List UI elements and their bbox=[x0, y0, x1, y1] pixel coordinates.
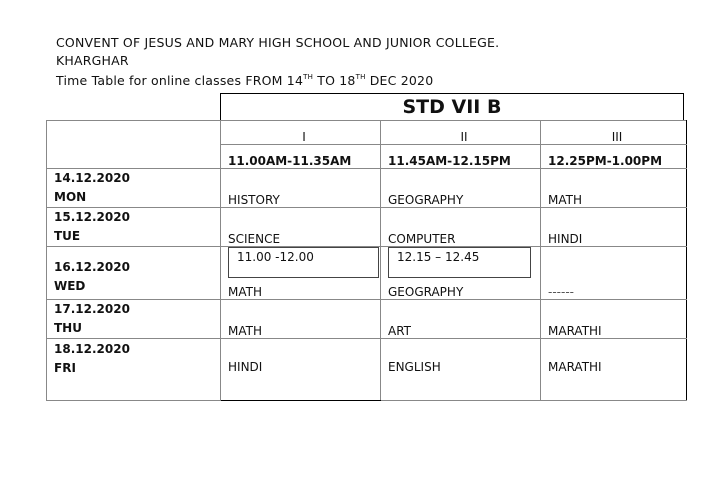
subject-label: GEOGRAPHY bbox=[388, 285, 464, 299]
subject-cell bbox=[221, 247, 381, 300]
time-note: 12.15 – 12.45 bbox=[388, 247, 531, 278]
period-1-header: I bbox=[221, 121, 381, 145]
time-note: 11.00 -12.00 bbox=[228, 247, 379, 278]
subject-cell: HINDI bbox=[221, 339, 381, 401]
date-label: 16.12.2020 bbox=[54, 260, 130, 274]
subject-cell: MATH bbox=[541, 169, 687, 208]
ordinal-suffix-end: TH bbox=[355, 73, 366, 81]
timetable-heading-suffix: DEC 2020 bbox=[365, 73, 434, 88]
table-row bbox=[47, 208, 687, 247]
school-name: CONVENT OF JESUS AND MARY HIGH SCHOOL AND JUNIOR COLLEGE. bbox=[56, 35, 500, 50]
subject-cell bbox=[381, 247, 541, 300]
subject-cell: GEOGRAPHY bbox=[381, 169, 541, 208]
date-label: 18.12.2020 bbox=[54, 342, 130, 356]
subject-cell: MATH bbox=[221, 300, 381, 339]
period-3-header: III bbox=[541, 121, 687, 145]
subject-cell: MARATHI bbox=[541, 339, 687, 401]
date-label: 15.12.2020 bbox=[54, 210, 130, 224]
period-3-time: 12.25PM-1.00PM bbox=[541, 145, 687, 169]
table-row bbox=[47, 247, 687, 300]
class-title: STD VII B bbox=[220, 93, 684, 120]
table-row bbox=[47, 300, 687, 339]
ordinal-suffix-start: TH bbox=[303, 73, 314, 81]
day-cell bbox=[47, 208, 221, 247]
timetable bbox=[46, 120, 687, 401]
day-label: FRI bbox=[54, 361, 76, 375]
day-cell bbox=[47, 247, 221, 300]
subject-cell: SCIENCE bbox=[221, 208, 381, 247]
table-row bbox=[47, 169, 687, 208]
day-label: TUE bbox=[54, 229, 81, 243]
day-cell bbox=[47, 169, 221, 208]
day-label: THU bbox=[54, 321, 82, 335]
day-cell bbox=[47, 300, 221, 339]
date-label: 14.12.2020 bbox=[54, 171, 130, 185]
subject-cell: ------ bbox=[541, 247, 687, 300]
timetable-heading-prefix: Time Table for online classes FROM 14 bbox=[56, 73, 304, 88]
day-label: WED bbox=[54, 279, 86, 293]
subject-cell: MARATHI bbox=[541, 300, 687, 339]
corner-cell bbox=[47, 121, 221, 169]
subject-cell: ART bbox=[381, 300, 541, 339]
day-cell bbox=[47, 339, 221, 401]
period-2-time: 11.45AM-12.15PM bbox=[381, 145, 541, 169]
school-location: KHARGHAR bbox=[56, 53, 129, 68]
period-1-time: 11.00AM-11.35AM bbox=[221, 145, 381, 169]
subject-cell: HINDI bbox=[541, 208, 687, 247]
timetable-heading-mid: TO 18 bbox=[313, 73, 356, 88]
subject-cell: COMPUTER bbox=[381, 208, 541, 247]
table-row bbox=[47, 339, 687, 401]
period-2-header: II bbox=[381, 121, 541, 145]
date-label: 17.12.2020 bbox=[54, 302, 130, 316]
subject-label: MATH bbox=[228, 285, 262, 299]
subject-cell: HISTORY bbox=[221, 169, 381, 208]
day-label: MON bbox=[54, 190, 87, 204]
period-row bbox=[47, 121, 687, 145]
timetable-heading bbox=[56, 73, 433, 88]
subject-cell: ENGLISH bbox=[381, 339, 541, 401]
